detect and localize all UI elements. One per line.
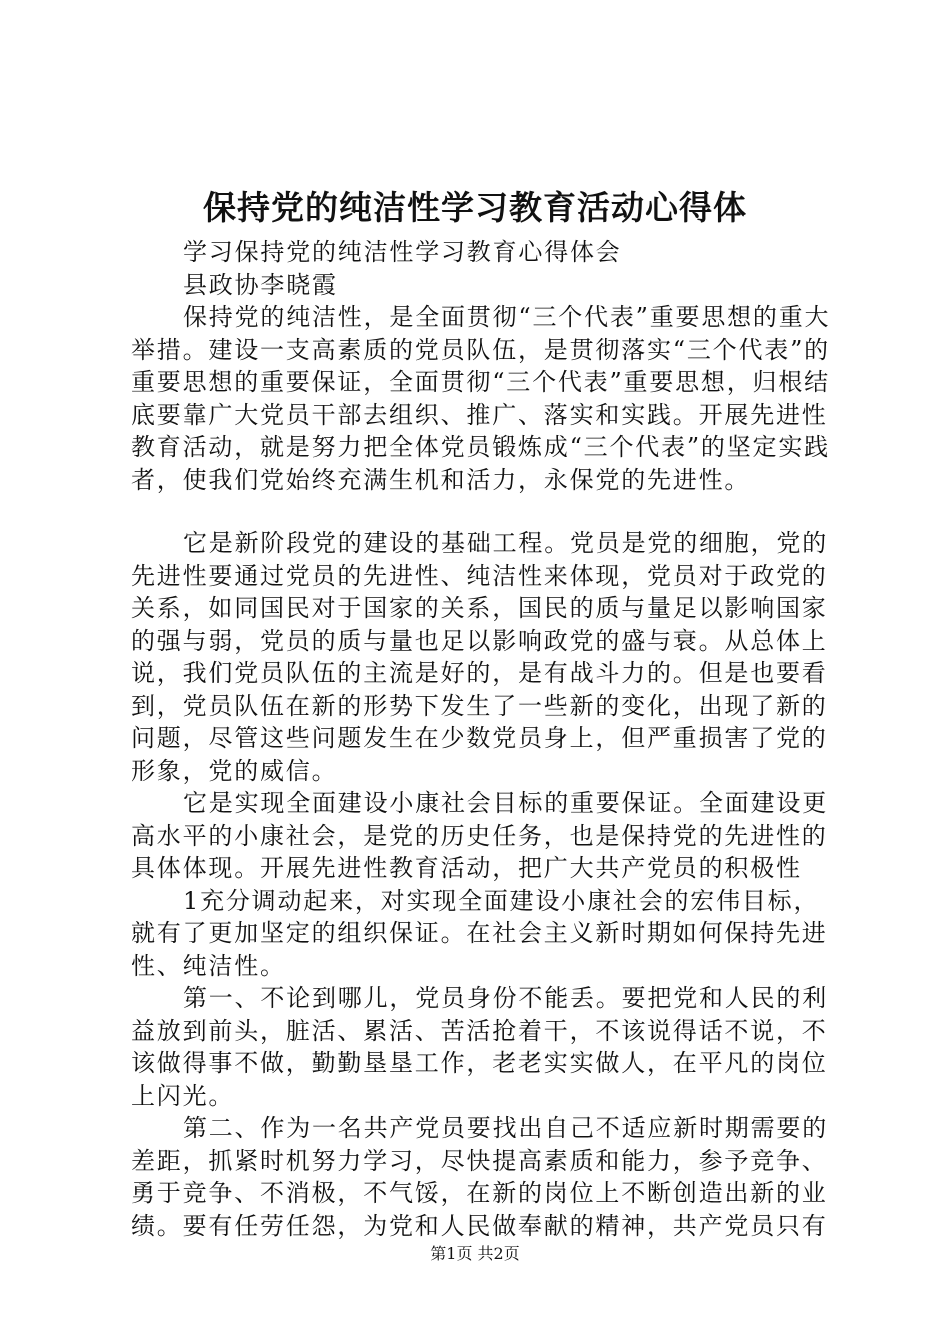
paragraph-6: 第二、作为一名共产党员要找出自己不适应新时期需要的差距，抓紧时机努力学习，尽快提高素质和能力，参予竞争、勇于竞争、不消极，不气馁，在新的岗位上不断创造出新的业绩。要有任劳任怨，为党和人民做奉献的精神，共产党员只有	[131, 1114, 828, 1240]
paragraph-gap	[131, 496, 843, 527]
document-body	[131, 236, 843, 1242]
paragraph-1: 保持党的纯洁性，是全面贯彻“三个代表”重要思想的重大举措。建设一支高素质的党员队伍，是贯彻落实“三个代表”的重要思想的重要保证，全面贯彻“三个代表”重要思想，归根结底要靠广大党员干部去组织、推广、落实和实践。开展先进性教育活动，就是努力把全体党员锻炼成“三个代表”的坚定实践者，使我们党始终充满生机和活力，永保党的先进性。	[131, 303, 831, 494]
author-line: 县政协李晓霞	[183, 270, 338, 299]
paragraph-5: 第一、不论到哪儿，党员身份不能丢。要把党和人民的利益放到前头，脏活、累活、苦活抢着干，不该说得话不说，不该做得事不做，勤勤垦垦工作，老老实实做人，在平凡的岗位上闪光。	[131, 984, 828, 1110]
page-number-footer: 第1页 共2页	[430, 1244, 520, 1263]
subtitle-line: 学习保持党的纯洁性学习教育心得体会	[183, 238, 622, 266]
paragraph-2: 它是新阶段党的建设的基础工程。党员是党的细胞，党的先进性要通过党员的先进性、纯洁性来体现，党员对于政党的关系，如同国民对于国家的关系，国民的质与量足以影响国家的强与弱，党员的质与量也足以影响政党的盛与衰。从总体上说，我们党员队伍的主流是好的，是有战斗力的。但是也要看到，党员队伍在新的形势下发生了一些新的变化，出现了新的问题，尽管这些问题发生在少数党员身上，但严重损害了党的形象，党的威信。	[131, 529, 828, 785]
paragraph-4: 1充分调动起来，对实现全面建设小康社会的宏伟目标，就有了更加坚定的组织保证。在社会主义新时期如何保持先进性、纯洁性。	[131, 886, 828, 980]
document-title: 保持党的纯洁性学习教育活动心得体	[203, 188, 747, 227]
paragraph-3: 它是实现全面建设小康社会目标的重要保证。全面建设更高水平的小康社会，是党的历史任务，也是保持党的先进性的具体体现。开展先进性教育活动，把广大共产党员的积极性	[131, 789, 828, 882]
